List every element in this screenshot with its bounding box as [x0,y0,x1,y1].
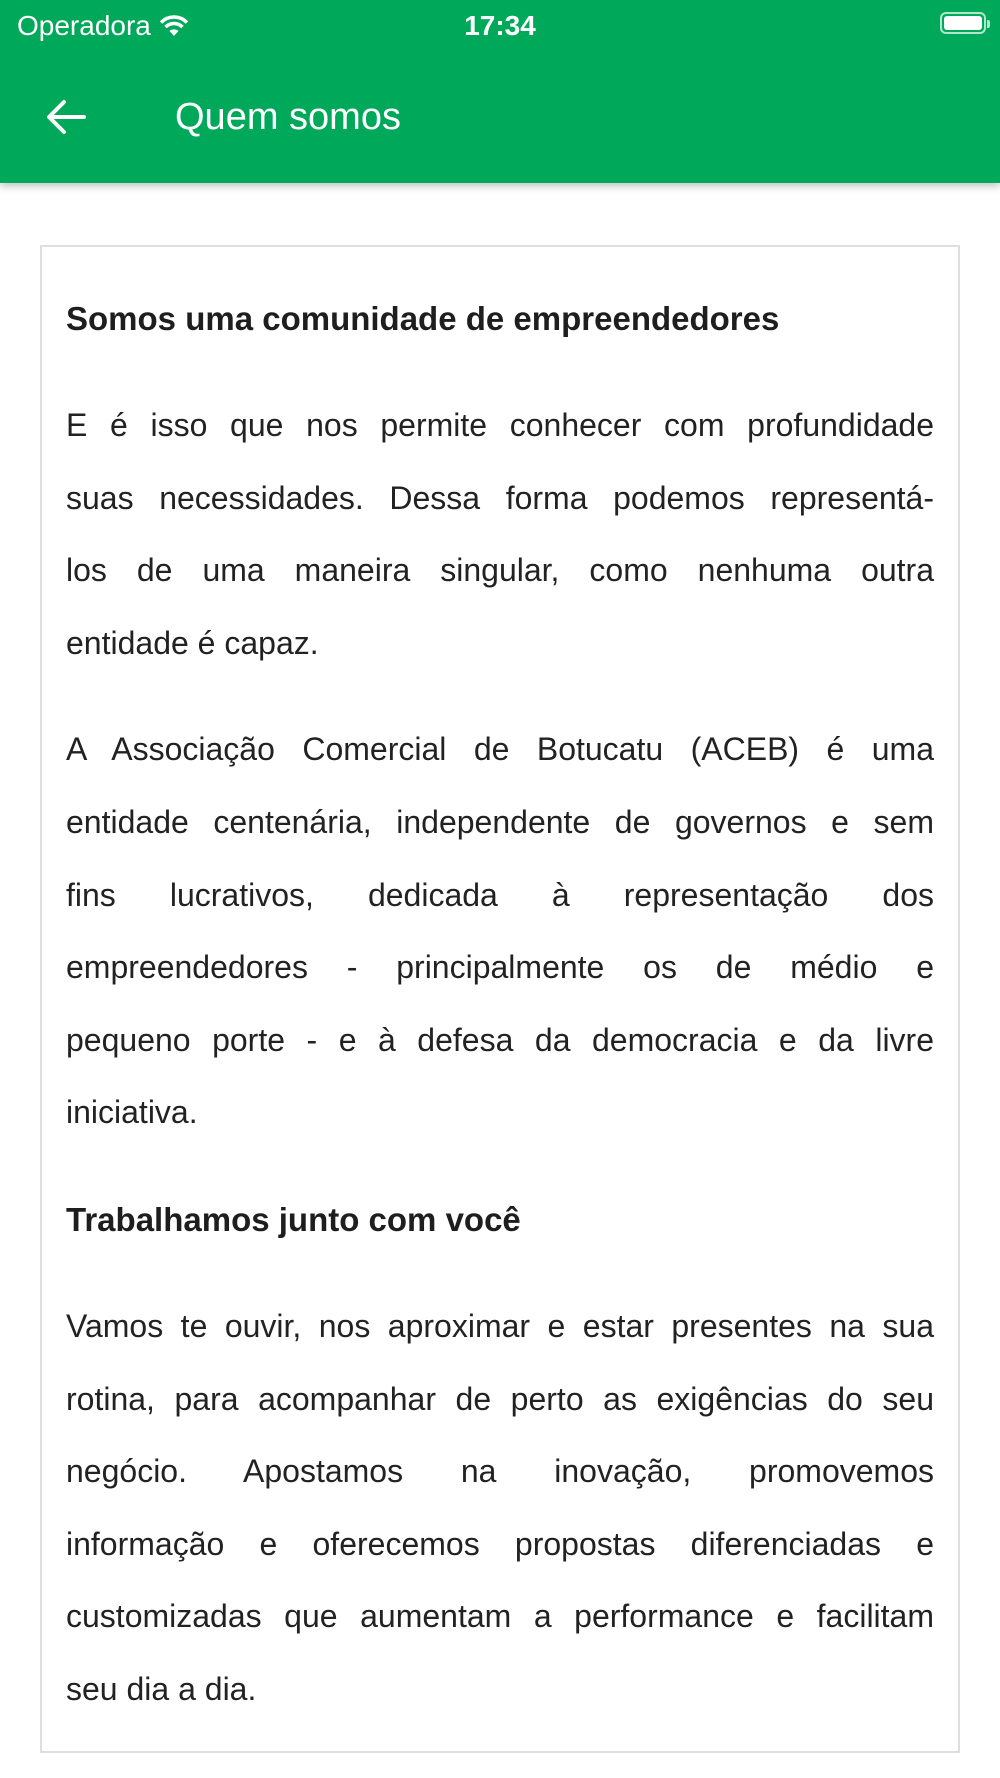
status-bar [0,0,1000,52]
battery-icon [940,12,986,34]
page-title: Quem somos [175,96,401,138]
paragraph-line: fins lucrativos, dedicada à representação dos [66,876,934,913]
paragraph [66,1290,934,1726]
paragraph-line: los de uma maneira singular, como nenhuma outra [66,552,934,589]
paragraph-line: customizadas que aumentam a performance e facilitam [66,1598,934,1635]
about-card [40,245,960,1753]
paragraph-line: rotina, para acompanhar de perto as exigências do seu [66,1380,934,1417]
paragraph-line: E é isso que nos permite conhecer com profundidade [66,407,934,443]
section-heading: Trabalhamos junto com você [66,1200,521,1238]
paragraph-line: negócio. Apostamos na inovação, promovemos [66,1453,934,1490]
carrier-label: Operadora [17,10,151,41]
paragraph [66,389,934,679]
paragraph-line: seu dia a dia. [66,1670,257,1707]
clock: 17:34 [464,10,536,41]
paragraph [66,713,934,1149]
back-arrow-icon[interactable] [44,94,90,140]
paragraph-line: entidade centenária, independente de governos e sem [66,803,934,840]
paragraph-line: A Associação Comercial de Botucatu (ACEB) é uma [66,731,934,768]
paragraph-line: iniciativa. [66,1094,198,1131]
app-bar [0,0,1000,183]
section-heading: Somos uma comunidade de empreendedores [66,300,780,337]
paragraph-line: pequeno porte - e à defesa da democracia e da livre [66,1021,934,1058]
paragraph-line: suas necessidades. Dessa forma podemos representá- [66,479,934,516]
paragraph-line: entidade é capaz. [66,624,319,661]
paragraph-line: Vamos te ouvir, nos aproximar e estar presentes na sua [66,1307,934,1344]
paragraph-line: informação e oferecemos propostas diferenciadas e [66,1525,934,1562]
paragraph-line: empreendedores - principalmente os de médio e [66,949,934,986]
